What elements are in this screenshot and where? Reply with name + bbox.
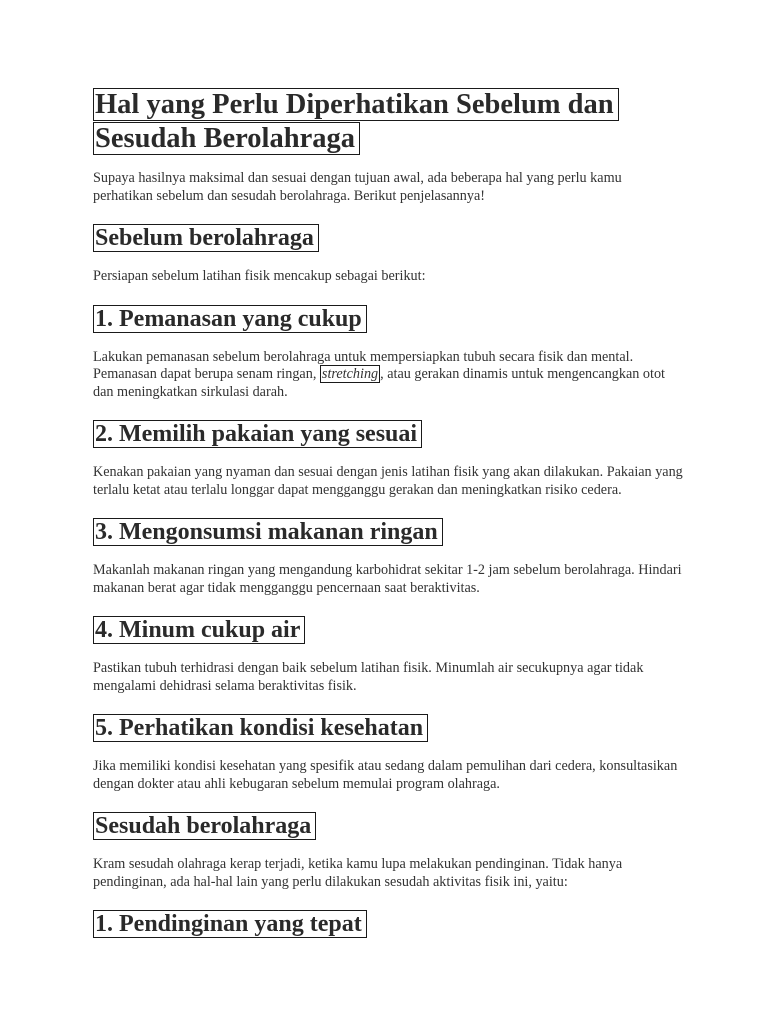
section-title-before: Sebelum berolahraga bbox=[93, 224, 319, 252]
title-block bbox=[93, 88, 683, 156]
item-title: 4. Minum cukup air bbox=[93, 616, 305, 644]
section-heading-after bbox=[93, 812, 683, 841]
item-paragraph: Jika memiliki kondisi kesehatan yang spesifik atau sedang dalam pemulihan dari cedera, konsultasikan dengan dokter atau ahli kebugaran sebelum memulai program olahraga. bbox=[93, 758, 678, 792]
item-heading bbox=[93, 714, 683, 743]
page-title bbox=[93, 88, 683, 156]
before-intro-paragraph: Persiapan sebelum latihan fisik mencakup sebagai berikut: bbox=[93, 268, 426, 284]
item-paragraph: Makanlah makanan ringan yang mengandung karbohidrat sekitar 1-2 jam sebelum berolahraga. Hindari makanan berat agar tidak mengganggu pencernaan saat beraktivitas. bbox=[93, 562, 682, 596]
item-title: 1. Pendinginan yang tepat bbox=[93, 910, 367, 938]
page-title-text: Hal yang Perlu Diperhatikan Sebelum dan Sesudah Berolahraga bbox=[93, 88, 619, 155]
section-heading-before bbox=[93, 224, 683, 253]
intro-paragraph: Supaya hasilnya maksimal dan sesuai dengan tujuan awal, ada beberapa hal yang perlu kamu perhatikan sebelum dan sesudah berolahraga. Berikut penjelasannya! bbox=[93, 170, 622, 204]
item-heading bbox=[93, 420, 683, 449]
item-title: 1. Pemanasan yang cukup bbox=[93, 305, 367, 333]
section-title-after: Sesudah berolahraga bbox=[93, 812, 316, 840]
item-paragraph: Kenakan pakaian yang nyaman dan sesuai dengan jenis latihan fisik yang akan dilakukan. Pakaian yang terlalu ketat atau terlalu longgar dapat mengganggu gerakan dan meningkatkan risiko cedera. bbox=[93, 464, 683, 498]
item-heading bbox=[93, 616, 683, 645]
item-title: 5. Perhatikan kondisi kesehatan bbox=[93, 714, 428, 742]
after-intro-paragraph: Kram sesudah olahraga kerap terjadi, ketika kamu lupa melakukan pendinginan. Tidak hanya pendinginan, ada hal-hal lain yang perlu dilakukan sesudah aktivitas fisik ini, yaitu: bbox=[93, 856, 623, 890]
item-text-part: , atau gerakan dinamis untuk mengencangkan otot dan meningkatkan sirkulasi darah. bbox=[93, 366, 665, 400]
item-paragraph: Pastikan tubuh terhidrasi dengan baik sebelum latihan fisik. Minumlah air secukupnya agar tidak mengalami dehidrasi selama beraktivitas fisik. bbox=[93, 660, 644, 694]
item-heading bbox=[93, 910, 683, 939]
item-title: 3. Mengonsumsi makanan ringan bbox=[93, 518, 443, 546]
emphasis-term: stretching bbox=[321, 366, 379, 382]
item-heading bbox=[93, 305, 683, 334]
item-title: 2. Memilih pakaian yang sesuai bbox=[93, 420, 422, 448]
item-paragraph bbox=[93, 349, 683, 402]
item-heading bbox=[93, 518, 683, 547]
document-page bbox=[93, 88, 683, 954]
item-text-part: Lakukan pemanasan sebelum berolahraga untuk mempersiapkan tubuh secara fisik dan mental. Pemanasan dapat berupa senam ringan, bbox=[93, 348, 634, 382]
